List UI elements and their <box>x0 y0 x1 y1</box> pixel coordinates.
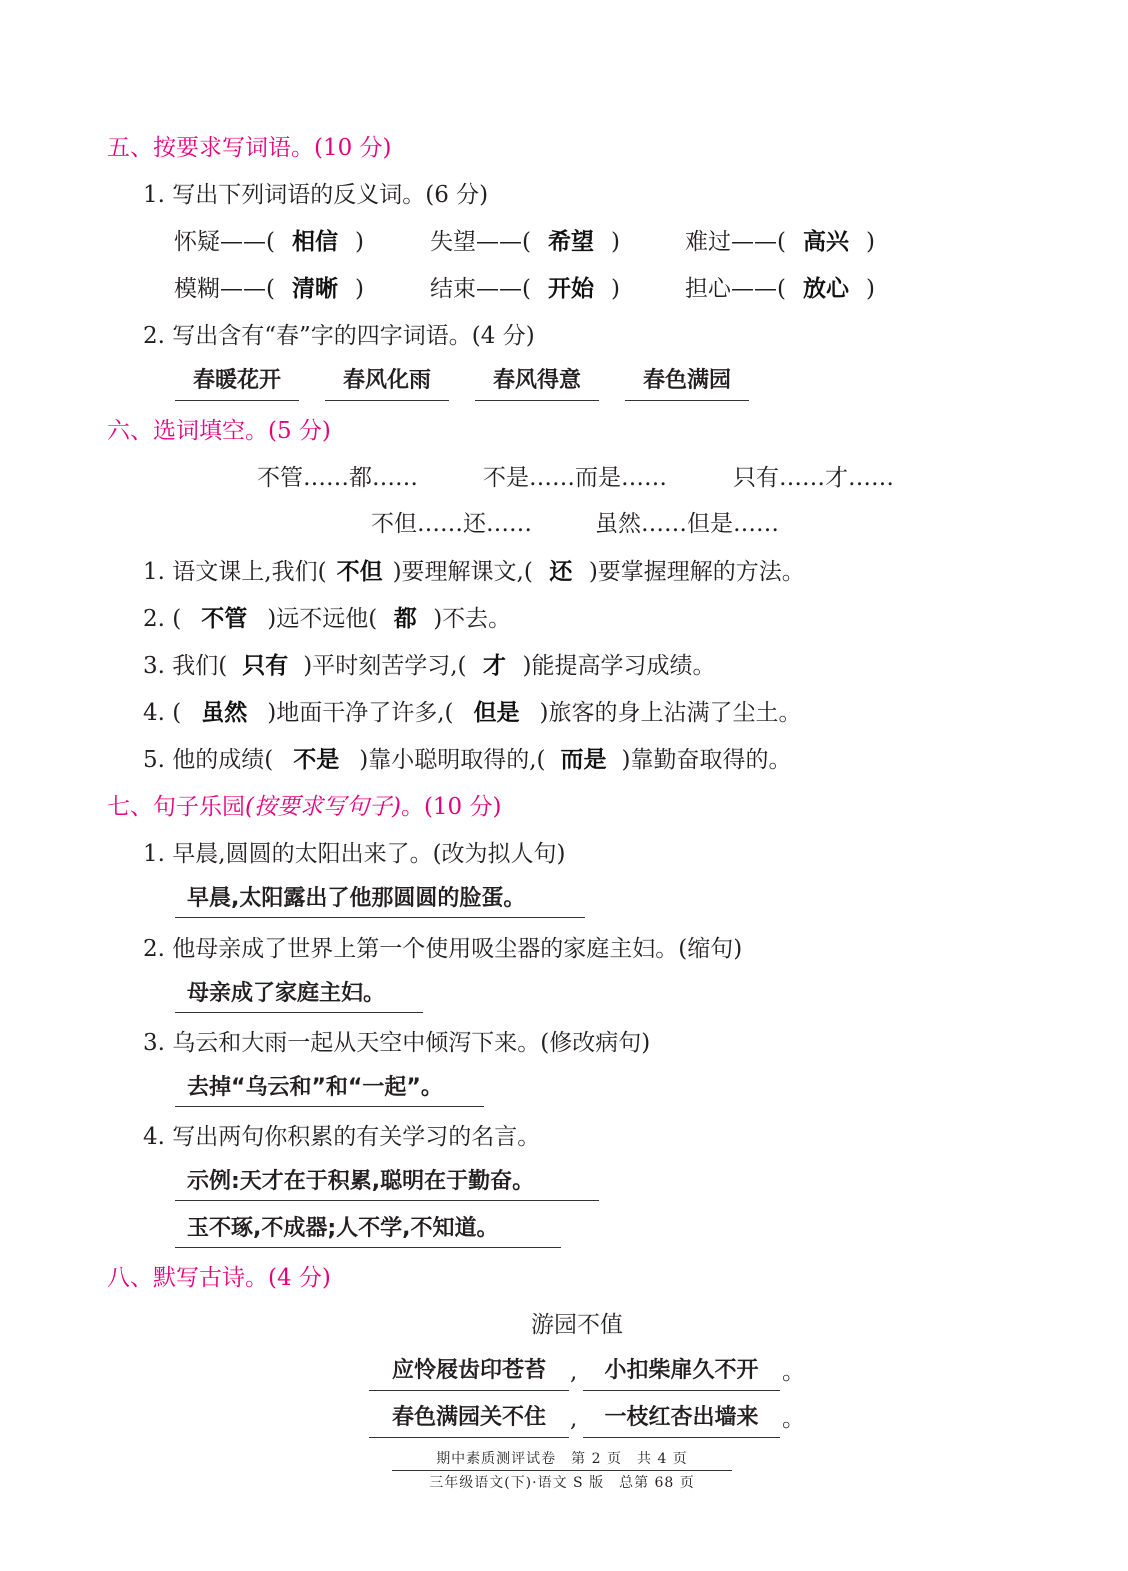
antonym-word: 模糊—— <box>174 276 266 302</box>
poem-line-answer: 小扣柴扉久不开 <box>583 1352 780 1391</box>
sentence-answer: 去掉“乌云和”和“一起”。 <box>175 1069 484 1107</box>
sentence-question: 1. 早晨,圆圆的太阳出来了。(改为拟人句) <box>143 841 566 867</box>
poem-title: 游园不值 <box>531 1312 623 1338</box>
section-8-title: 八、默写古诗。(4 分) <box>107 1265 331 1291</box>
item-text: )平时刻苦学习,( <box>303 653 467 679</box>
antonym-answer: 希望 <box>547 229 594 255</box>
poem-line-answer: 春色满园关不住 <box>369 1399 569 1438</box>
item-text: )远不远他( <box>267 606 378 632</box>
item-text: 语文课上,我们( <box>172 559 327 585</box>
section-6-title: 六、选词填空。(5 分) <box>107 418 331 444</box>
fill-answer: 只有 <box>242 653 289 679</box>
sentence-answer: 母亲成了家庭主妇。 <box>175 975 423 1013</box>
poem-end-mark: 。 <box>782 1359 805 1385</box>
section-7-title <box>107 787 501 827</box>
poem-separator: , <box>570 1406 578 1432</box>
fill-answer: 但是 <box>473 700 520 726</box>
word-option: 虽然……但是…… <box>595 511 779 537</box>
item-text: )靠勤奋取得的。 <box>621 747 792 773</box>
sentence-question: 3. 乌云和大雨一起从天空中倾泻下来。(修改病句) <box>143 1030 651 1056</box>
antonym-answer: 相信 <box>291 229 338 255</box>
spring-word-answer: 春风化雨 <box>325 362 449 401</box>
antonym-word: 难过—— <box>685 229 777 255</box>
fill-answer: 不管 <box>201 606 248 632</box>
item-number: 1. <box>143 559 165 585</box>
item-text: )地面干净了许多,( <box>267 700 454 726</box>
fill-item <box>143 693 802 733</box>
antonym-answer: 高兴 <box>802 229 849 255</box>
section-5-title: 五、按要求写词语。(10 分) <box>107 135 392 161</box>
sentence-question: 4. 写出两句你积累的有关学习的名言。 <box>143 1124 541 1150</box>
footer-line-2: 三年级语文(下)·语文 S 版 总第 68 页 <box>429 1475 695 1491</box>
item-text: )要理解课文,( <box>392 559 533 585</box>
item-text: )靠小聪明取得的,( <box>359 747 546 773</box>
item-text: )不去。 <box>433 606 512 632</box>
item-text: )要掌握理解的方法。 <box>588 559 805 585</box>
item-number: 4. <box>143 700 165 726</box>
item-text: ( <box>172 606 182 632</box>
word-option: 只有……才…… <box>733 465 894 491</box>
fill-item <box>143 552 805 592</box>
sentence-question: 2. 他母亲成了世界上第一个使用吸尘器的家庭主妇。(缩句) <box>143 936 743 962</box>
item-text: 他的成绩( <box>172 747 274 773</box>
section-5-question-2: 2. 写出含有“春”字的四字词语。(4 分) <box>143 323 535 349</box>
fill-answer: 不但 <box>336 559 383 585</box>
item-number: 2. <box>143 606 165 632</box>
spring-word-answer: 春暖花开 <box>175 362 299 401</box>
antonym-word: 失望—— <box>430 229 522 255</box>
poem-end-mark: 。 <box>782 1406 805 1432</box>
item-number: 5. <box>143 747 165 773</box>
antonym-answer: 放心 <box>802 276 849 302</box>
section-7-title-score: 。(10 分) <box>400 794 502 820</box>
item-text: 我们( <box>172 653 228 679</box>
fill-item <box>143 646 716 686</box>
sentence-answer: 示例:天才在于积累,聪明在于勤奋。 <box>175 1163 599 1201</box>
poem-line-answer: 一枝红杏出墙来 <box>583 1399 780 1438</box>
poem-separator: , <box>570 1359 578 1385</box>
section-5-question-1: 1. 写出下列词语的反义词。(6 分) <box>143 182 489 208</box>
antonym-item: 难过——( 高兴 ) <box>685 222 875 262</box>
antonym-item: 失望——( 希望 ) <box>430 222 620 262</box>
fill-answer: 才 <box>483 653 507 679</box>
item-text: )能提高学习成绩。 <box>522 653 716 679</box>
fill-answer: 都 <box>393 606 417 632</box>
poem-line-answer: 应怜屐齿印苍苔 <box>369 1352 569 1391</box>
word-option: 不但……还…… <box>371 511 532 537</box>
fill-answer: 虽然 <box>201 700 248 726</box>
antonym-word: 担心—— <box>685 276 777 302</box>
spring-word-answer: 春色满园 <box>625 362 749 401</box>
antonym-item: 担心——( 放心 ) <box>685 269 875 309</box>
item-text: ( <box>172 700 182 726</box>
sentence-answer: 早晨,太阳露出了他那圆圆的脸蛋。 <box>175 880 585 918</box>
sentence-answer: 玉不琢,不成器;人不学,不知道。 <box>175 1210 561 1248</box>
antonym-answer: 开始 <box>547 276 594 302</box>
section-7-title-note: (按要求写句子) <box>245 794 401 820</box>
section-7-title-main: 七、句子乐园 <box>107 794 245 820</box>
antonym-item: 模糊——( 清晰 ) <box>174 269 364 309</box>
fill-answer: 不是 <box>293 747 340 773</box>
word-option: 不管……都…… <box>257 465 418 491</box>
word-option: 不是……而是…… <box>483 465 667 491</box>
fill-item <box>143 599 511 639</box>
footer-line-1: 期中素质测评试卷 第 2 页 共 4 页 <box>392 1448 732 1471</box>
item-number: 3. <box>143 653 165 679</box>
item-text: )旅客的身上沾满了尘土。 <box>539 700 802 726</box>
fill-answer: 而是 <box>560 747 607 773</box>
antonym-item: 结束——( 开始 ) <box>430 269 620 309</box>
fill-item <box>143 740 792 780</box>
antonym-answer: 清晰 <box>291 276 338 302</box>
antonym-word: 怀疑—— <box>174 229 266 255</box>
antonym-item: 怀疑——( 相信 ) <box>174 222 364 262</box>
antonym-word: 结束—— <box>430 276 522 302</box>
spring-word-answer: 春风得意 <box>475 362 599 401</box>
fill-answer: 还 <box>549 559 573 585</box>
